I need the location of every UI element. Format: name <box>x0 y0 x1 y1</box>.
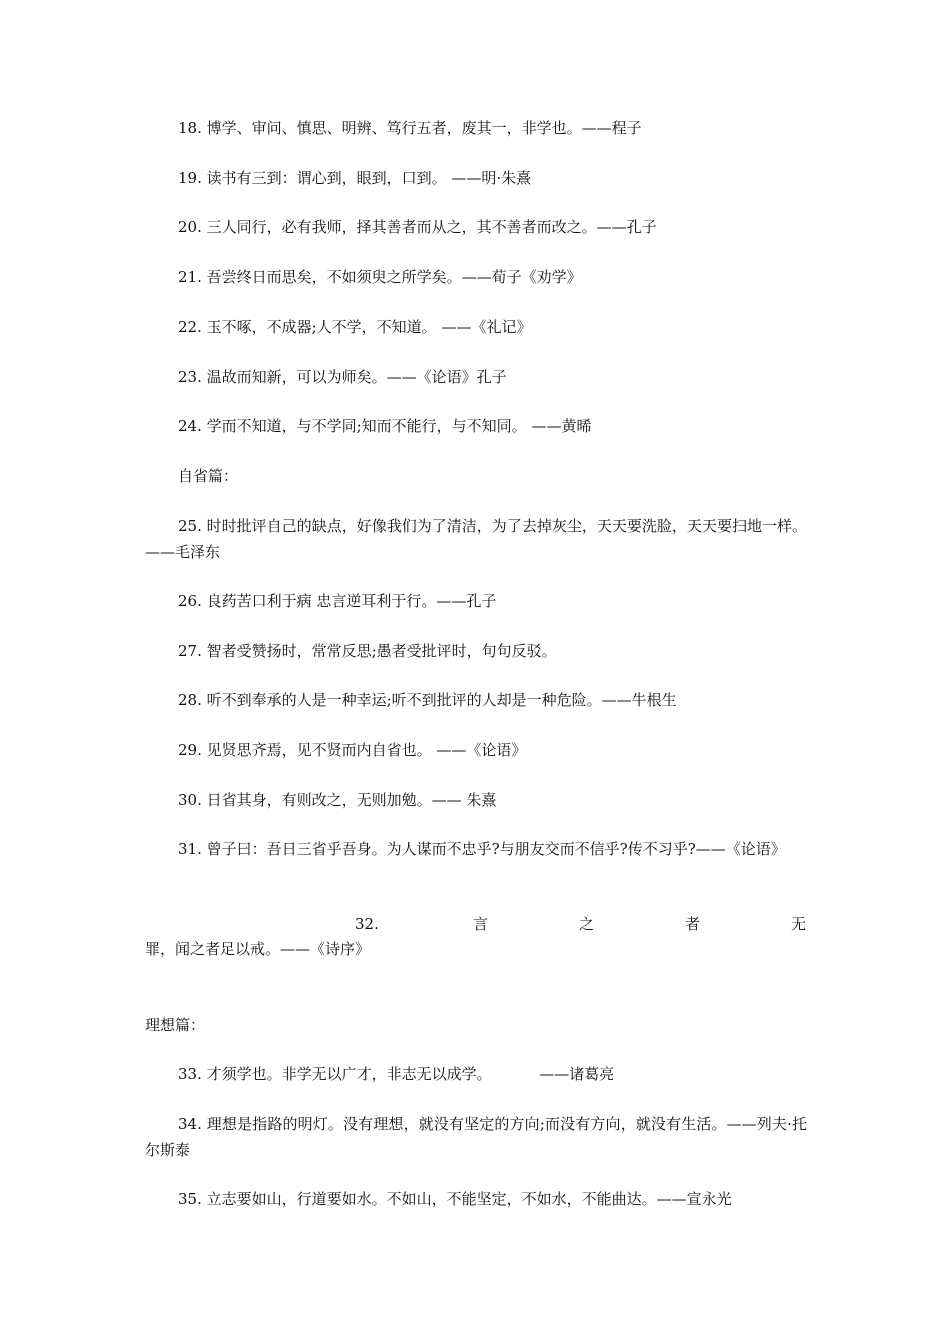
quote-28: 28. 听不到奉承的人是一种幸运;听不到批评的人却是一种危险。——牛根生 <box>178 691 677 709</box>
quote-32-part-3: 者 <box>685 915 701 933</box>
quote-32-part-2: 之 <box>579 915 595 933</box>
quote-35: 35. 立志要如山，行道要如水。不如山，不能坚定，不如水，不能曲达。——宣永光 <box>178 1190 732 1208</box>
quote-25: 25. 时时批评自己的缺点，好像我们为了清洁，为了去掉灰尘，天天要洗脸，天天要扫地一样。——毛泽东 <box>145 517 807 561</box>
quote-21: 21. 吾尝终日而思矣，不如须臾之所学矣。——荀子《劝学》 <box>178 268 582 286</box>
quote-20: 20. 三人同行，必有我师，择其善者而从之，其不善者而改之。——孔子 <box>178 218 657 236</box>
quote-29: 29. 见贤思齐焉，见不贤而内自省也。 ——《论语》 <box>178 741 527 759</box>
quote-19: 19. 读书有三到：谓心到，眼到，口到。 ——明·朱熹 <box>178 169 532 187</box>
quote-32-part-4: 无 <box>791 915 807 933</box>
quote-24: 24. 学而不知道，与不学同;知而不能行，与不知同。 ——黄晞 <box>178 417 592 435</box>
quote-34: 34. 理想是指路的明灯。没有理想，就没有坚定的方向;而没有方向，就没有生活。——列夫·托尔斯泰 <box>145 1115 807 1159</box>
quote-32-continuation: 罪，闻之者足以戒。——《诗序》 <box>145 940 371 958</box>
quote-27: 27. 智者受赞扬时，常常反思;愚者受批评时，句句反驳。 <box>178 642 557 660</box>
quote-26: 26. 良药苦口利于病 忠言逆耳利于行。——孔子 <box>178 592 497 610</box>
quote-22: 22. 玉不啄，不成器;人不学，不知道。 ——《礼记》 <box>178 318 532 336</box>
quote-33: 33. 才须学也。非学无以广才，非志无以成学。 ——诸葛亮 <box>178 1065 615 1083</box>
quote-30: 30. 日省其身，有则改之，无则加勉。—— 朱熹 <box>178 791 497 809</box>
quote-32-part-1: 言 <box>473 915 489 933</box>
quote-31: 31. 曾子曰：吾日三省乎吾身。为人谋而不忠乎?与朋友交而不信乎?传不习乎?——《论语》 <box>178 840 786 858</box>
quote-23: 23. 温故而知新，可以为师矣。——《论语》孔子 <box>178 368 507 386</box>
section-heading-self-reflection: 自省篇： <box>178 467 239 485</box>
quote-32-part-number: 32. <box>355 915 379 933</box>
section-heading-ideal: 理想篇： <box>145 1016 206 1034</box>
quote-18: 18. 博学、审问、慎思、明辨、笃行五者，废其一，非学也。——程子 <box>178 119 642 137</box>
